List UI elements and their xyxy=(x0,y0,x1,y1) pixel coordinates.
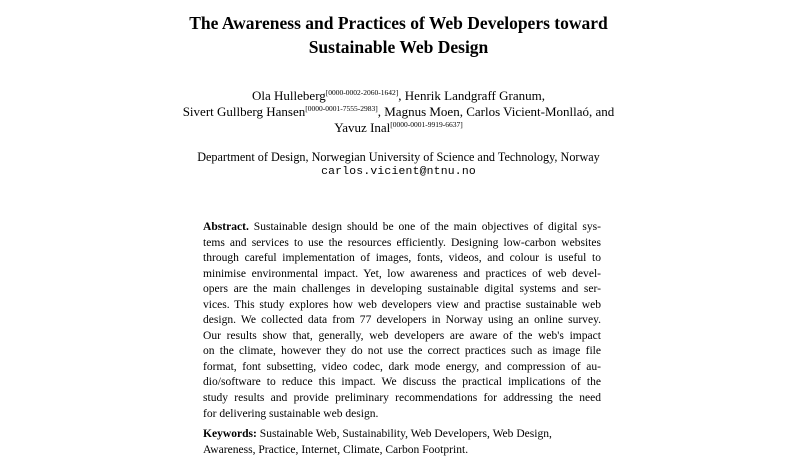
title-line: The Awareness and Practices of Web Developers toward xyxy=(189,13,608,33)
abstract-line: design. We collected data from 77 developers in Norway using an online survey. xyxy=(203,314,601,327)
paper-title xyxy=(0,11,797,59)
abstract-line: dio/software to reduce this impact. We discuss the practical implications of the xyxy=(203,376,601,389)
author-names: , Magnus Moen, Carlos Vicient-Monllaó, and xyxy=(377,104,615,119)
orcid-id: [0000-0001-7555-2983] xyxy=(305,104,378,113)
keywords xyxy=(203,427,601,458)
abstract-label: Abstract. xyxy=(203,221,249,233)
abstract xyxy=(203,220,601,422)
keywords-text: Sustainable Web, Sustainability, Web Developers, Web Design, xyxy=(256,428,552,440)
abstract-line: format, font subsetting, video codec, dark mode energy, and compression of au- xyxy=(203,360,601,373)
abstract-line: study results and provide preliminary recommendations for addressing the need xyxy=(203,392,601,405)
abstract-line: for delivering sustainable web design. xyxy=(203,407,379,420)
author-names: , Henrik Landgraff Granum, xyxy=(398,88,545,103)
keywords-line: Awareness, Practice, Internet, Climate, Carbon Footprint. xyxy=(203,443,469,456)
email-address[interactable]: carlos.vicient@ntnu.no xyxy=(321,166,476,178)
abstract-line: minimise environmental impact. Yet, low awareness and practices of web devel- xyxy=(203,267,601,280)
abstract-line: through careful implementation of images, fonts, videos, and colour is useful to xyxy=(203,252,601,265)
author-name: Yavuz Inal xyxy=(334,120,391,135)
title-line: Sustainable Web Design xyxy=(308,37,489,57)
abstract-line xyxy=(203,220,601,236)
abstract-line: on the climate, however they do not use the correct practices such as image file xyxy=(203,345,601,358)
abstract-line: Our results show that, generally, web developers are aware of the web's impact xyxy=(203,329,601,342)
author-name: Ola Hulleberg xyxy=(252,88,326,103)
affiliation-block xyxy=(0,150,797,180)
abstract-line: tems and services to use the resources efficiently. Designing low-carbon websites xyxy=(203,236,601,249)
keywords-line xyxy=(203,427,601,443)
affiliation: Department of Design, Norwegian University of Science and Technology, Norway xyxy=(197,150,600,164)
orcid-id: [0000-0002-2060-1642] xyxy=(325,88,399,97)
abstract-text: Sustainable design should be one of the main objectives of digital sys- xyxy=(248,221,601,233)
author-line xyxy=(0,88,797,104)
author-line xyxy=(0,120,797,136)
author-name: Sivert Gullberg Hansen xyxy=(182,104,306,119)
abstract-line: vices. This study explores how web developers view and practise sustainable web xyxy=(203,298,601,311)
orcid-id: [0000-0001-9919-6637] xyxy=(390,120,463,129)
keywords-label: Keywords: xyxy=(203,428,257,440)
author-line xyxy=(0,104,797,120)
abstract-line: opers are the main challenges in developing sustainable digital systems and ser- xyxy=(203,283,601,296)
author-list xyxy=(0,88,797,136)
